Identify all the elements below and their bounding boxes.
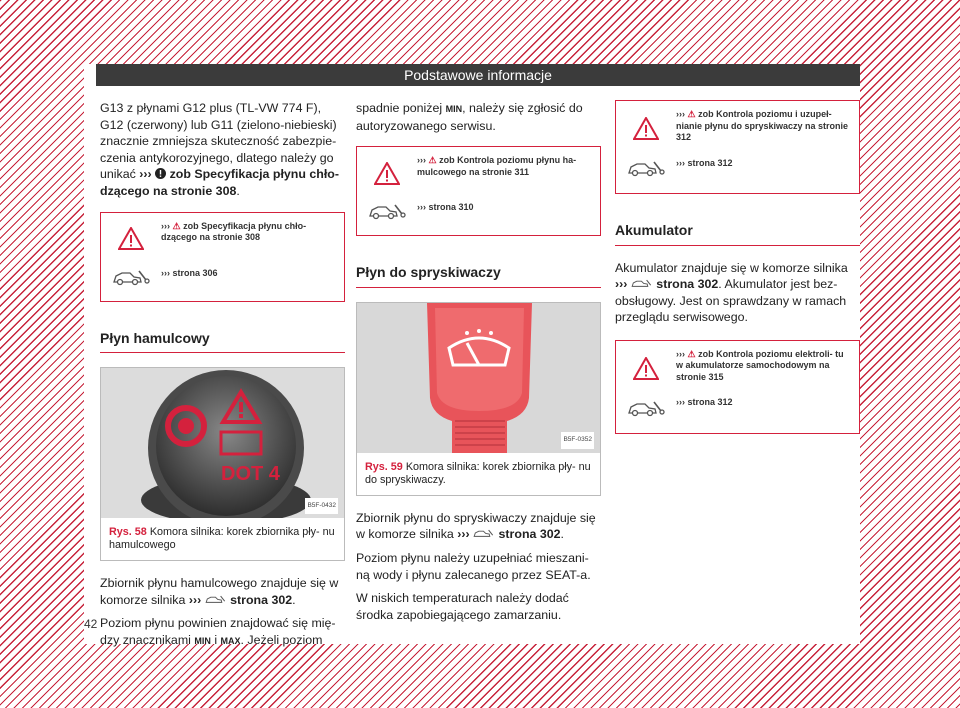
page-ref bbox=[676, 397, 853, 409]
paragraph: Zbiornik płynu do spryskiwaczy znajduje się w komorze silnika ››› strona 302. bbox=[356, 510, 596, 542]
cross-reference[interactable]: strona 302 bbox=[656, 277, 719, 292]
arrows-icon: ››› bbox=[457, 527, 470, 542]
arrows-icon: ››› bbox=[676, 348, 685, 359]
figure-caption-text: Komora silnika: korek zbiornika pły- nu hamulcowego bbox=[109, 526, 335, 552]
warning-small-triangle-icon: ⚠ bbox=[687, 348, 696, 359]
arrows-icon: ››› bbox=[615, 277, 628, 292]
page-ref bbox=[161, 268, 338, 280]
car-wrench-icon bbox=[631, 278, 653, 289]
warning-ref-text[interactable]: zob Kontrola poziomu i uzupeł- nianie płynu do spryskiwaczy na stronie 312 bbox=[676, 109, 849, 142]
arrows-icon: ››› bbox=[161, 220, 170, 231]
paragraph bbox=[615, 260, 860, 326]
warning-box bbox=[615, 100, 860, 194]
figure-code: B5F-0432 bbox=[305, 498, 338, 515]
warning-ref bbox=[676, 109, 853, 144]
paragraph-text: Akumulator znajduje się w komorze silnika bbox=[615, 260, 848, 275]
arrows-icon: ››› bbox=[161, 267, 170, 278]
section-heading-brake-fluid: Płyn hamulcowy bbox=[100, 326, 345, 354]
brake-fluid-cap-image bbox=[101, 368, 344, 518]
warning-ref bbox=[676, 349, 853, 384]
cross-reference[interactable]: zob Specyfikacja płynu chło- bbox=[169, 167, 339, 182]
paragraph-text: . Jeżeli poziom bbox=[240, 632, 323, 647]
page-header: Podstawowe informacje bbox=[96, 64, 860, 86]
paragraph-text: i bbox=[214, 632, 218, 647]
dot4-label: DOT 4 bbox=[221, 463, 280, 486]
car-wrench-icon bbox=[627, 159, 665, 177]
warning-small-triangle-icon: ⚠ bbox=[687, 109, 696, 119]
exclamation-circle-icon bbox=[155, 168, 166, 179]
warning-triangle-icon bbox=[633, 357, 659, 380]
page-ref-text[interactable]: strona 306 bbox=[172, 267, 218, 278]
warning-box bbox=[356, 146, 601, 236]
intro-line: unikać bbox=[100, 167, 136, 182]
paragraph: W niskich temperaturach należy dodać środka zapobiegającego zamarzaniu. bbox=[356, 591, 569, 622]
warning-ref bbox=[417, 155, 594, 178]
paragraph bbox=[356, 100, 601, 134]
arrows-icon: ››› bbox=[676, 397, 685, 408]
car-wrench-icon bbox=[368, 202, 406, 220]
warning-box bbox=[100, 212, 345, 302]
figure-label: Rys. 58 bbox=[109, 526, 147, 539]
intro-line: G13 z płynami G12 plus (TL-VW 774 F), bbox=[100, 101, 322, 115]
warning-small-triangle-icon: ⚠ bbox=[428, 155, 437, 166]
washer-fluid-cap-image bbox=[357, 303, 600, 453]
warning-ref-text[interactable]: zob Specyfikacja płynu chło- dzącego na stronie 308 bbox=[161, 220, 307, 243]
arrows-icon: ››› bbox=[417, 155, 426, 166]
car-wrench-icon bbox=[627, 399, 665, 417]
paragraph bbox=[100, 615, 345, 649]
paragraph: Poziom płynu należy uzupełniać mieszani- ną wody i płynu zalecanego przez SEAT-a. bbox=[356, 550, 591, 582]
warning-box bbox=[615, 340, 860, 434]
section-heading-washer-fluid: Płyn do spryskiwaczy bbox=[356, 260, 601, 288]
page-ref-text[interactable]: strona 312 bbox=[687, 157, 733, 168]
paragraph-text: spadnie poniżej bbox=[356, 101, 443, 115]
warning-triangle-icon bbox=[118, 227, 144, 250]
intro-line: czenia antykorozyjnego, dlatego należy go bbox=[100, 150, 334, 165]
figure-label: Rys. 59 bbox=[365, 460, 403, 473]
arrows-icon: ››› bbox=[139, 167, 152, 182]
warning-ref-text[interactable]: zob Kontrola poziomu elektroli- tu w akumulatorze samochodowym na stronie 315 bbox=[676, 348, 844, 382]
arrows-icon: ››› bbox=[417, 202, 426, 213]
cross-reference[interactable]: strona 302 bbox=[498, 527, 561, 542]
section-heading-battery: Akumulator bbox=[615, 218, 860, 246]
column-2 bbox=[356, 100, 601, 630]
warning-triangle-icon bbox=[374, 162, 400, 185]
cross-reference[interactable]: dzącego na stronie 308 bbox=[100, 183, 237, 198]
min-marker: MIN bbox=[445, 104, 463, 114]
arrows-icon: ››› bbox=[188, 592, 202, 607]
page-ref bbox=[417, 202, 594, 214]
warning-triangle-icon bbox=[633, 117, 659, 140]
figure-59 bbox=[356, 302, 601, 496]
figure-caption bbox=[101, 518, 344, 560]
max-marker: MAX bbox=[220, 635, 241, 646]
figure-caption-text: Komora silnika: korek zbiornika pły- nu do spryskiwaczy. bbox=[365, 460, 591, 486]
paragraph-text: Poziom płynu powinien znajdować się mię- dzy znacznikami bbox=[100, 616, 336, 647]
paragraph: Zbiornik płynu hamulcowego znajduje się w komorze silnika ››› strona 302. bbox=[100, 576, 339, 607]
car-wrench-icon bbox=[473, 528, 495, 539]
min-marker: MIN bbox=[194, 635, 211, 646]
paragraph-text: , należy się zgłosić do autoryzowanego serwisu. bbox=[356, 101, 583, 133]
car-wrench-icon bbox=[112, 268, 150, 286]
page-ref bbox=[676, 158, 853, 170]
paragraph-text: Zbiornik płynu do spryskiwaczy znajduje się w komorze silnika bbox=[356, 510, 596, 542]
arrows-icon: ››› bbox=[676, 157, 685, 168]
figure-code: B5F-0352 bbox=[561, 432, 594, 449]
intro-line: G12 (czerwony) lub G11 (zielono-niebieski) bbox=[100, 117, 337, 132]
paragraph-text: Zbiornik płynu hamulcowego znajduje się w komorze silnika bbox=[100, 576, 339, 607]
page-number: 42 bbox=[84, 617, 98, 631]
page-ref-text[interactable]: strona 310 bbox=[428, 202, 474, 213]
figure-58 bbox=[100, 367, 345, 561]
warning-ref bbox=[161, 221, 338, 244]
cross-reference[interactable]: strona 302 bbox=[230, 592, 293, 607]
column-3 bbox=[615, 100, 860, 446]
car-wrench-icon bbox=[205, 594, 227, 605]
column-1 bbox=[100, 100, 345, 657]
figure-caption bbox=[357, 453, 600, 495]
arrows-icon: ››› bbox=[676, 109, 685, 119]
intro-paragraph: G13 z płynami G12 plus (TL-VW 774 F), G12 (czerwony) lub G11 (zielono-niebieski) znacznie zmniejsza skuteczność zabezpie- czenia antykorozyjnego, dlatego należy go unikać ››› zob Specyfikacja płynu chło- dzącego na stronie 308. bbox=[100, 101, 339, 198]
warning-ref-text[interactable]: zob Kontrola poziomu płynu ha- mulcowego na stronie 311 bbox=[417, 155, 577, 177]
intro-line: znacznie zmniejsza skuteczność zabezpie- bbox=[100, 134, 337, 149]
page-ref-text[interactable]: strona 312 bbox=[687, 397, 733, 408]
warning-small-triangle-icon: ⚠ bbox=[172, 220, 181, 231]
paragraph-text: . Akumulator jest bez- obsługowy. Jest on sprawdzany w ramach przeglądu serwisowego. bbox=[615, 277, 847, 325]
